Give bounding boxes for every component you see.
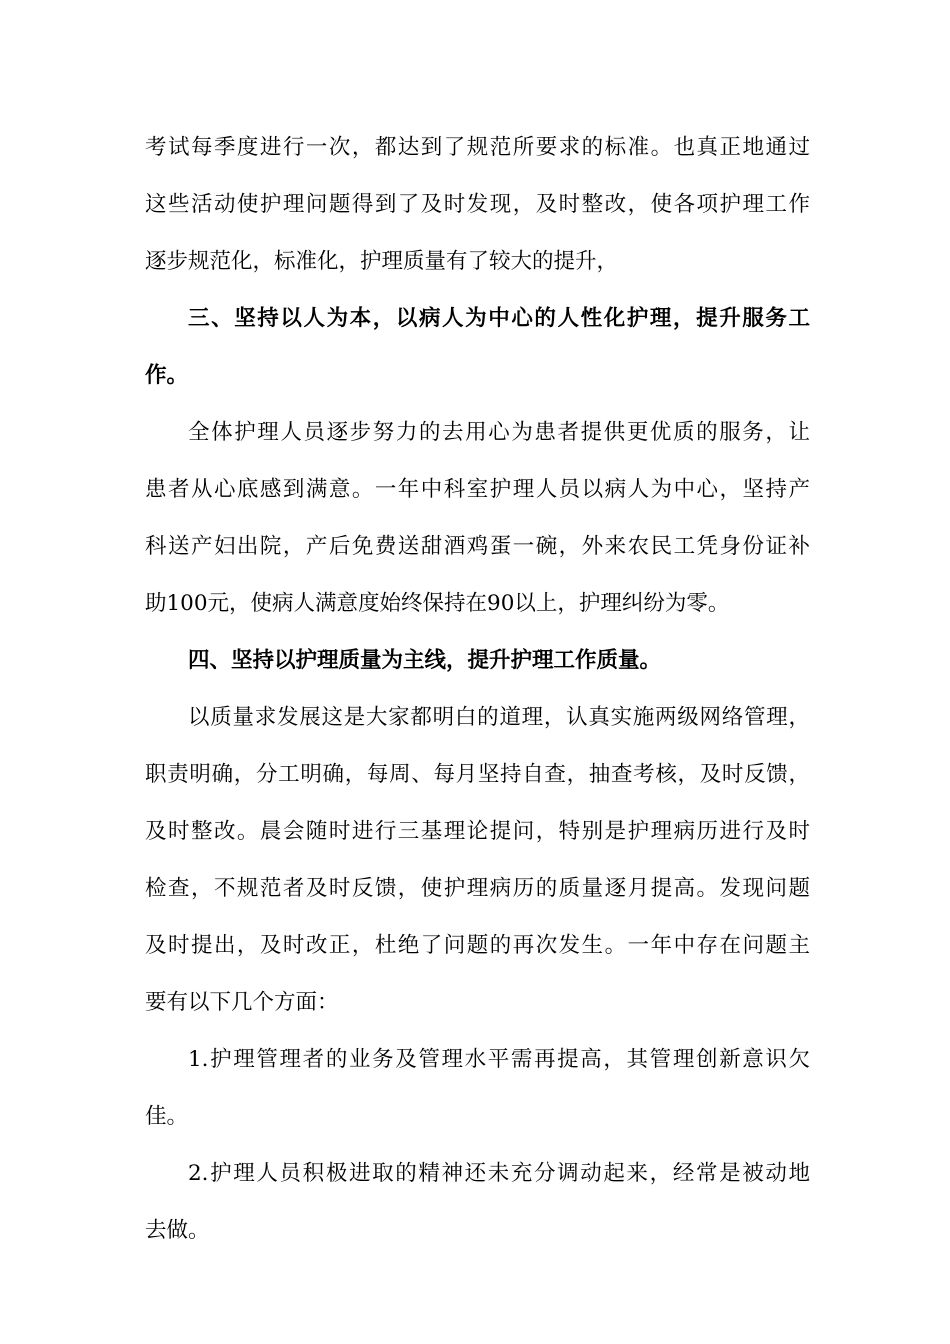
- text-line: 要有以下几个方面：: [145, 990, 339, 1015]
- text-line: 患者从心底感到满意。一年中科室护理人员以病人为中心，坚持产: [145, 477, 810, 502]
- list-item: [145, 1155, 810, 1250]
- text-line: 职责明确，分工明确，每周、每月坚持自查，抽查考核，及时反馈，: [145, 762, 810, 787]
- text-line: 去做。: [145, 1218, 210, 1243]
- text-line: 检查，不规范者及时反馈，使护理病历的质量逐月提高。发现问题: [145, 876, 810, 901]
- text-line: 这些活动使护理问题得到了及时发现，及时整改，使各项护理工作: [145, 192, 810, 217]
- heading-line: 四、坚持以护理质量为主线，提升护理工作质量。: [188, 648, 662, 673]
- text-line: 1.护理管理者的业务及管理水平需再提高，其管理创新意识欠: [188, 1047, 810, 1072]
- text-line: 科送产妇出院，产后免费送甜酒鸡蛋一碗，外来农民工凭身份证补: [145, 534, 810, 559]
- text-line: 助100元，使病人满意度始终保持在90以上，护理纠纷为零。: [145, 591, 730, 616]
- text-line: 逐步规范化，标准化，护理质量有了较大的提升，: [145, 249, 619, 274]
- text-line: 及时提出，及时改正，杜绝了问题的再次发生。一年中存在问题主: [145, 933, 810, 958]
- text-line: 考试每季度进行一次，都达到了规范所要求的标准。也真正地通过: [145, 135, 810, 160]
- paragraph: [145, 699, 810, 1022]
- text-line: 及时整改。晨会随时进行三基理论提问，特别是护理病历进行及时: [145, 819, 810, 844]
- paragraph: [145, 414, 810, 623]
- text-line: 以质量求发展这是大家都明白的道理，认真实施两级网络管理，: [188, 705, 810, 730]
- paragraph: [145, 129, 810, 281]
- section-heading: [145, 300, 810, 395]
- heading-line: 三、坚持以人为本，以病人为中心的人性化护理，提升服务工: [188, 306, 810, 331]
- text-line: 全体护理人员逐步努力的去用心为患者提供更优质的服务，让: [188, 420, 810, 445]
- section-heading: [145, 642, 810, 680]
- text-line: 佳。: [145, 1104, 189, 1129]
- heading-line: 作。: [145, 363, 189, 388]
- text-line: 2.护理人员积极进取的精神还未充分调动起来，经常是被动地: [188, 1161, 810, 1186]
- list-item: [145, 1041, 810, 1136]
